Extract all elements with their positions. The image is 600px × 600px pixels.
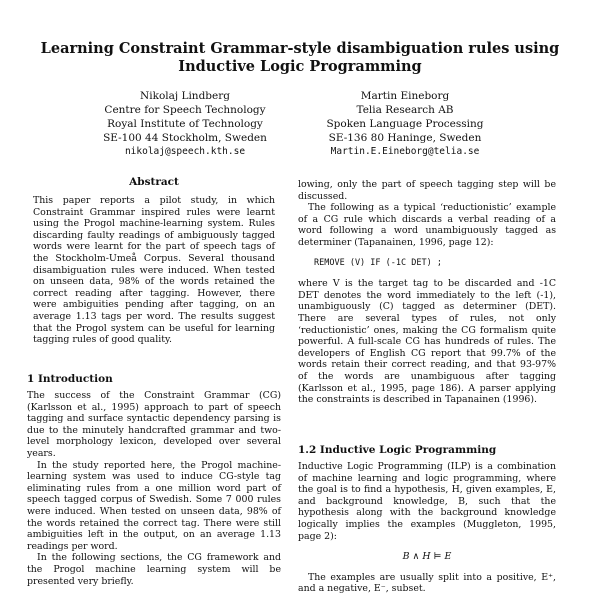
author-block-1 [85,89,285,159]
author-address: SE-136 80 Haninge, Sweden [328,132,482,144]
ilp-section [298,461,556,595]
body-paragraph: lowing, only the part of speech tagging step will be discussed. [298,179,556,202]
title-line-1: Learning Constraint Grammar-style disambiguation rules using [40,40,560,57]
title-line-2: Inductive Logic Programming [178,58,422,75]
author-affiliation: Telia Research AB [356,104,454,116]
author-block-2 [300,89,510,159]
abstract-text: This paper reports a pilot study, in which Constraint Grammar inspired rules were learnt using the Progol machine-learning system. Rules discarding faulty readings of ambiguously tagged words were learnt for the part of speech tags of the Stockholm-Umeå Corpus. Several thousand disambiguation rules were induced. When tested on unseen data, 98% of the words retained the correct reading after tagging. However, there were ambiguities pending after tagging, on an average 1.13 tags per word. The results suggest that the Progol system can be useful for learning tagging rules of good quality. [33,195,275,346]
body-paragraph: The examples are usually split into a positive, E⁺, and a negative, E⁻, subset. [298,571,556,595]
intro-paragraph: The success of the Constraint Grammar (CG) (Karlsson et al., 1995) approach to part of speech tagging and surface syntactic dependency parsing is due to the minutely handcrafted grammar and two-level morphology lexicon, developed over several years. [27,390,281,459]
introduction-heading: 1 Introduction [27,373,113,385]
author-address: SE-100 44 Stockholm, Sweden [103,132,267,144]
cg-rule-example: REMOVE (V) IF (-1C DET) ; [314,257,442,268]
introduction-section [27,390,281,587]
author-affiliation: Centre for Speech Technology [104,104,266,116]
ilp-formula: B ∧ H ⊨ E [402,551,452,563]
body-paragraph: The following as a typical ‘reductionistic’ example of a CG rule which discards a verbal reading of a word following a word unambiguously tagged as determiner (Tapanainen, 1996, page 12): [298,202,556,248]
author-name: Nikolaj Lindberg [140,90,230,102]
right-column-top [298,179,556,406]
abstract-heading: Abstract [129,176,179,188]
body-paragraph: Inductive Logic Programming (ILP) is a combination of machine learning and logic programming, where the goal is to find a hypothesis, H, given examples, E, and background knowledge, B, such that the hypothesis along with the background knowledge logically implies the examples (Muggleton, 1995, page 2): [298,461,556,542]
body-paragraph: where V is the target tag to be discarded and -1C DET denotes the word immediately to the left (-1), unambiguously (C) tagged as determiner (DET). There are several types of rules, not only ‘reductionistic’ ones, making the CG formalism quite powerful. A full-scale CG has hundreds of rules. The developers of English CG report that 99.7% of the words retain their correct reading, and that 93-97% of the words are unambiguous after tagging (Karlsson et al., 1995, page 186). A parser applying the constraints is described in Tapanainen (1996). [298,278,556,406]
author-name: Martin Eineborg [360,90,450,102]
author-affiliation: Royal Institute of Technology [107,118,263,130]
abstract-section [27,195,281,346]
author-affiliation: Spoken Language Processing [326,118,484,130]
intro-paragraph: In the study reported here, the Progol machine-learning system was used to induce CG-style tag eliminating rules from a one million word part of speech tagged corpus of Swedish. Some 7 000 rules were induced. When tested on unseen data, 98% of the words retained the correct tag. There were still ambiguities left in the output, on an average 1.13 readings per word. [27,459,281,552]
intro-paragraph: In the following sections, the CG framework and the Progol machine learning system will be presented very briefly. [27,552,281,587]
author-email: nikolaj@speech.kth.se [124,146,246,157]
paper-title [40,40,560,76]
ilp-subheading: 1.2 Inductive Logic Programming [298,444,497,456]
author-email: Martin.E.Eineborg@telia.se [330,146,480,157]
